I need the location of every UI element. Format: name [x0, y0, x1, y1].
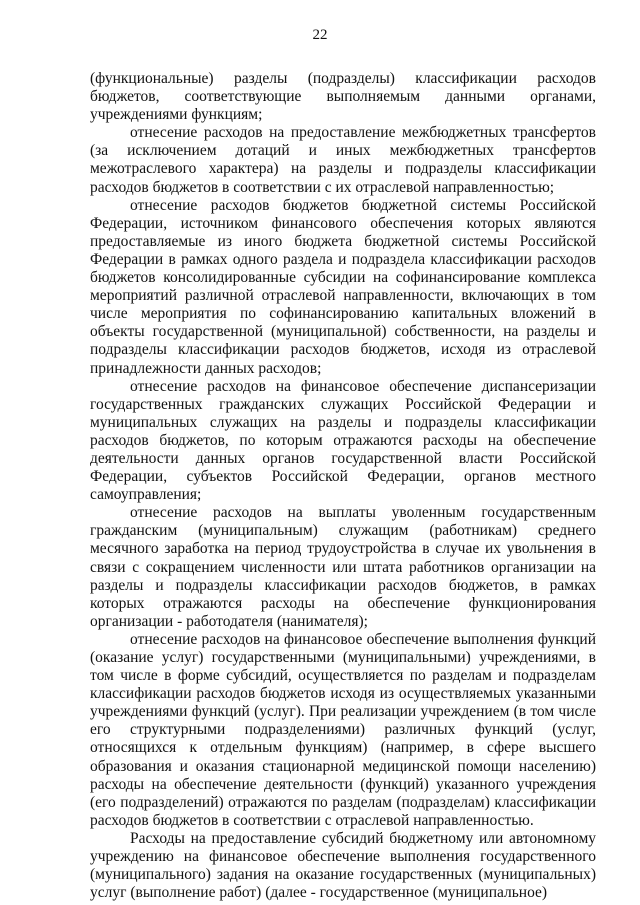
- paragraph-subsidies-state-task: Расходы на предоставление субсидий бюджетному или автономному учреждению на финансовое обеспечение выполнения государственного (муниципального) задания на оказание государственных (муниципальных) услуг (выполнение работ) (далее - государственное (муниципальное): [90, 829, 596, 902]
- paragraph-dismissed-employees: отнесение расходов на выплаты уволенным государственным гражданским (муниципальным) служащим (работникам) среднего месячного заработка на период трудоустройства в случае их увольнения в связи с сокращением численности или штата работников организации на разделы и подразделы классификации расходов бюджетов, в рамках которых отражаются расходы на обеспечение функционирования организации - работодателя (нанимателя);: [90, 504, 596, 630]
- paragraph-interbudget-transfers: отнесение расходов на предоставление межбюджетных трансфертов (за исключением дотаций и иных межбюджетных трансфертов межотраслевого характера) на разделы и подразделы классификации расходов бюджетов в соответствии с их отраслевой направленностью;: [90, 124, 596, 196]
- paragraph-medical-examination: отнесение расходов на финансовое обеспечение диспансеризации государственных гражданских служащих Российской Федерации и муниципальных служащих на разделы и подразделы классификации расходов бюджетов, по которым отражаются расходы на обеспечение деятельности данных органов государственной власти Российской Федерации, субъектов Российской Федерации, органов местного самоуправления;: [90, 377, 596, 504]
- page-number: 22: [312, 27, 328, 43]
- paragraph-consolidated-subsidies: отнесение расходов бюджетов бюджетной системы Российской Федерации, источником финансового обеспечения которых являются предоставляемые из иного бюджета бюджетной системы Российской Федерации в рамках одного раздела и подраздела классификации расходов бюджетов консолидированные субсидии на софинансирование комплекса мероприятий различной отраслевой направленности, включающих в том числе мероприятия по софинансированию капитальных вложений в объекты государственной (муниципальной) собственности, на разделы и подразделы классификации расходов бюджетов, исходя из отраслевой принадлежности данных расходов;: [90, 196, 596, 377]
- paragraph-institution-functions: отнесение расходов на финансовое обеспечение выполнения функций (оказание услуг) государственными (муниципальными) учреждениями, в том числе в форме субсидий, осуществляется по разделам и подразделам классификации расходов бюджетов исходя из осуществляемых указанными учреждениями функций (услуг). При реализации учреждением (в том числе его структурными подразделениями) различных функций (услуг, относящихся к отдельным функциям) (например, в сфере высшего образования и оказания стационарной медицинской помощи населению) расходы на обеспечение деятельности (функций) указанного учреждения (его подразделений) отражаются по разделам (подразделам) классификации расходов бюджетов в соответствии с отраслевой направленностью.: [90, 630, 596, 829]
- paragraph-continuation: (функциональные) разделы (подразделы) классификации расходов бюджетов, соответствующие выполняемым данными органами, учреждениями функциям;: [90, 70, 596, 124]
- document-body: [90, 70, 596, 902]
